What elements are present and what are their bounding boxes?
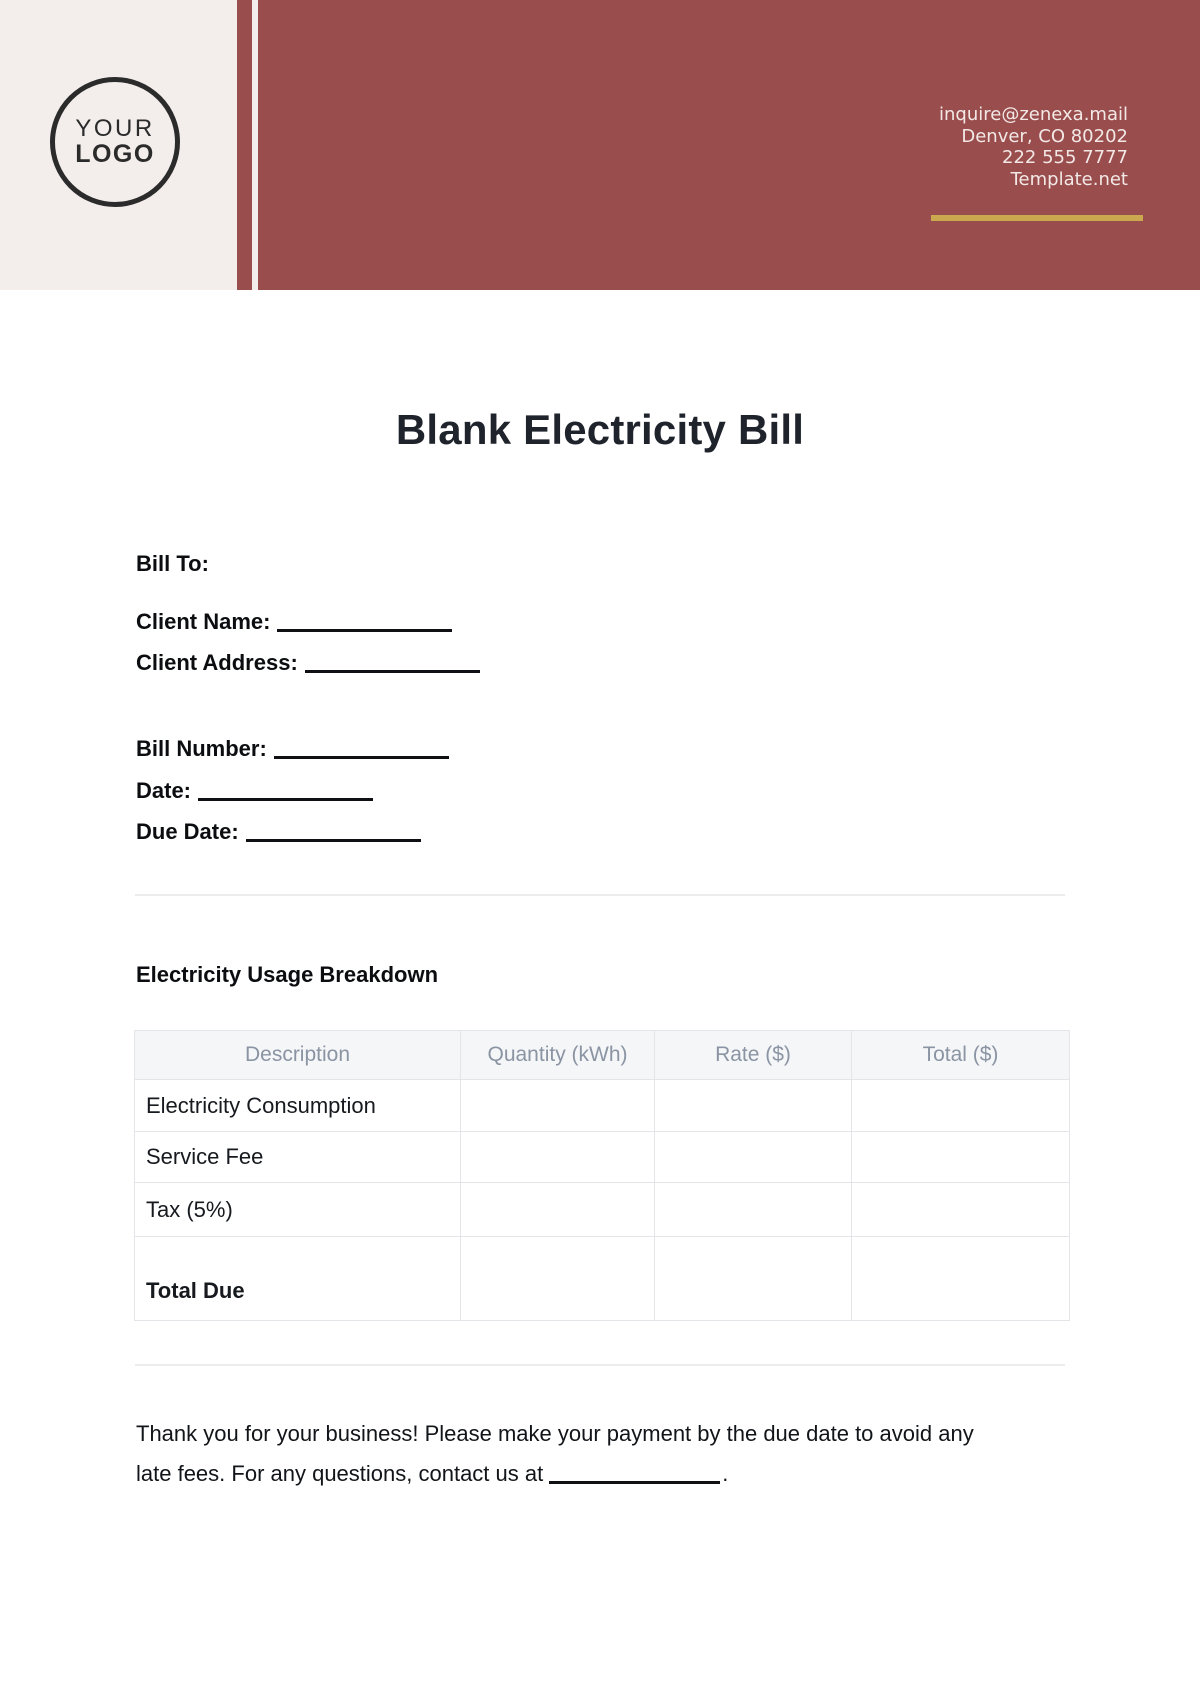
table-row [135, 1080, 1070, 1132]
client-address-row [136, 650, 480, 676]
logo-text-logo: LOGO [75, 140, 155, 169]
client-name-label: Client Name: [136, 609, 271, 634]
total-due-total-cell[interactable] [852, 1237, 1070, 1321]
section-divider-top [135, 894, 1065, 896]
row-total-cell[interactable] [852, 1132, 1070, 1183]
contact-phone: 222 555 7777 [1002, 147, 1128, 168]
footer-line2: late fees. For any questions, contact us at [136, 1460, 544, 1486]
total-due-row [135, 1237, 1070, 1321]
company-logo [50, 77, 180, 207]
date-blank[interactable] [198, 798, 373, 801]
contact-address: Denver, CO 80202 [961, 125, 1128, 147]
usage-table-header-row [135, 1031, 1070, 1080]
contact-blank[interactable] [549, 1481, 720, 1484]
column-header-description: Description [135, 1031, 461, 1080]
section-divider-bottom [135, 1364, 1065, 1366]
date-row [136, 778, 373, 804]
row-rate-cell[interactable] [655, 1183, 852, 1237]
table-row [135, 1132, 1070, 1183]
client-address-blank[interactable] [305, 670, 480, 673]
bill-number-label: Bill Number: [136, 736, 267, 761]
total-due-rate-cell[interactable] [655, 1237, 852, 1321]
header-left-panel [0, 0, 237, 290]
contact-website: Template.net [1010, 168, 1128, 190]
row-rate-cell[interactable] [655, 1132, 852, 1183]
row-total-cell[interactable] [852, 1183, 1070, 1237]
date-label: Date: [136, 778, 192, 803]
total-due-quantity-cell[interactable] [461, 1237, 655, 1321]
header-band [0, 0, 1200, 290]
client-name-row [136, 609, 452, 635]
bill-to-heading-label: Bill To: [136, 551, 209, 576]
bill-number-row [136, 736, 449, 762]
column-header-quantity: Quantity (kWh) [461, 1031, 655, 1080]
row-description: Service Fee [135, 1132, 461, 1183]
row-description: Tax (5%) [135, 1183, 461, 1237]
column-header-rate: Rate ($) [655, 1031, 852, 1080]
row-rate-cell[interactable] [655, 1080, 852, 1132]
page-title: Blank Electricity Bill [395, 406, 805, 453]
header-right-panel [258, 0, 1200, 290]
footer-note [136, 1414, 1076, 1493]
due-date-row [136, 819, 421, 845]
gold-accent-bar [931, 215, 1143, 221]
header-accent-stripe [237, 0, 252, 290]
usage-section-heading: Electricity Usage Breakdown [136, 962, 439, 987]
logo-text-your: YOUR [75, 115, 155, 143]
bill-to-heading [136, 551, 209, 577]
total-due-label: Total Due [135, 1237, 461, 1321]
row-quantity-cell[interactable] [461, 1080, 655, 1132]
row-quantity-cell[interactable] [461, 1132, 655, 1183]
table-row [135, 1183, 1070, 1237]
row-description: Electricity Consumption [135, 1080, 461, 1132]
usage-table [134, 1030, 1070, 1321]
footer-period: . [722, 1460, 729, 1486]
column-header-total: Total ($) [852, 1031, 1070, 1080]
row-quantity-cell[interactable] [461, 1183, 655, 1237]
footer-line1: Thank you for your business! Please make your payment by the due date to avoid any [136, 1421, 974, 1446]
due-date-label: Due Date: [136, 819, 239, 844]
client-address-label: Client Address: [136, 650, 298, 675]
bill-number-blank[interactable] [274, 756, 449, 759]
contact-email: inquire@zenexa.mail [939, 104, 1128, 125]
due-date-blank[interactable] [246, 839, 421, 842]
contact-block [939, 104, 1128, 190]
row-total-cell[interactable] [852, 1080, 1070, 1132]
client-name-blank[interactable] [277, 629, 452, 632]
